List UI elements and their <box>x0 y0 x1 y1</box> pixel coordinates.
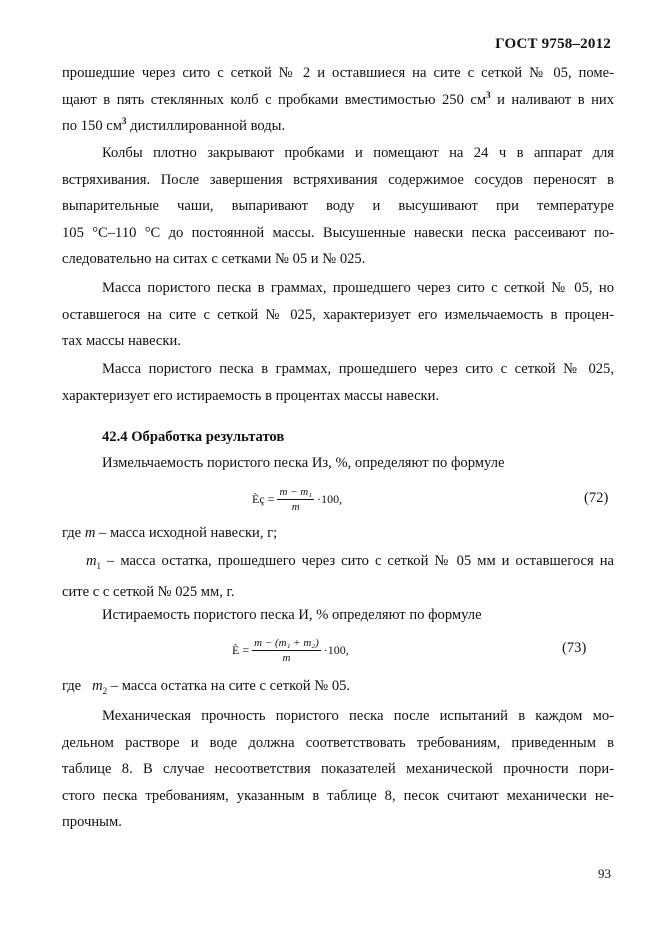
formula-denominator: m <box>291 501 300 513</box>
where-line-1: где m – масса исходной навески, г; <box>62 525 278 541</box>
text-line: щают в пять стеклянных колб с пробками вместимостью 250 $см^3$ и наливают в них <box>62 89 614 108</box>
paragraph-7 <box>62 703 614 836</box>
paragraph-1 <box>62 60 614 140</box>
text-line: 105 °С–110 °С до постоянной массы. Высушенные навески песка рассеивают по- <box>62 224 614 241</box>
text-line: следовательно на ситах с сетками № 05 и № 025. <box>62 251 366 267</box>
paragraph-4 <box>62 356 614 409</box>
paragraph-5: Измельчаемость пористого песка Из, %, определяют по формуле <box>102 455 505 471</box>
text-line: дельном растворе и воде должна соответствовать требованиям, приведенным в <box>62 734 614 751</box>
formula-lhs: È = <box>232 643 250 657</box>
formula-numerator: m − m₁ <box>279 486 313 498</box>
paragraph-3 <box>62 275 614 355</box>
text-line: Колбы плотно закрывают пробками и помещают на 24 ч в аппарат для <box>102 145 614 161</box>
where-line-2 <box>62 548 614 606</box>
formula-72 <box>252 486 342 513</box>
text-line: Масса пористого песка в граммах, прошедшего через сито с сеткой № 025, <box>102 361 614 377</box>
formula-rhs: ·100, <box>323 643 349 657</box>
text-line: стого песка требованиям, указанным в таблице 8, песок считают механически не- <box>62 787 614 804</box>
equation-number: (72) <box>584 490 609 506</box>
text-line: по 150 $см^3$ дистиллированной воды. <box>62 116 286 134</box>
text-line: прочным. <box>62 814 122 830</box>
paragraph-6: Истираемость пористого песка И, % определяют по формуле <box>102 607 482 623</box>
formula-numerator: m − (m₁ + m₂) <box>254 637 319 649</box>
where-line-3: где $m_2$ – масса остатка на сите с сеткой № 05. <box>62 678 351 696</box>
text-line: прошедшие через сито с сеткой № 2 и оставшиеся на сите с сеткой № 05, поме- <box>62 65 614 81</box>
equation-number: (73) <box>562 640 587 656</box>
document-header: ГОСТ 9758–2012 <box>495 36 611 52</box>
paragraph-2 <box>62 140 614 273</box>
text-line: сите с с сеткой № 025 мм, г. <box>62 584 235 601</box>
formula-fraction <box>252 637 321 664</box>
text-line: таблице 8. В случае несоответствия показателей механической прочности пори- <box>62 761 614 777</box>
text-line: встряхивания. После завершения встряхивания содержимое сосудов переносят в <box>62 171 614 188</box>
section-heading: 42.4 Обработка результатов <box>102 429 285 445</box>
formula-rhs: ·100, <box>317 492 343 506</box>
text-line: характеризует его истираемость в процентах массы навески. <box>62 387 440 404</box>
formula-73 <box>232 637 349 664</box>
formula-fraction <box>277 486 314 513</box>
text-line: Масса пористого песка в граммах, прошедшего через сито с сеткой № 05, но <box>102 280 614 296</box>
text-line: $m_1$ – масса остатка, прошедшего через сито с сеткой № 05 мм и оставшегося на <box>86 553 614 571</box>
text-line: оставшегося на сите с сеткой № 025, характеризует его измельчаемость в процен- <box>62 306 614 323</box>
formula-lhs: Èç = <box>252 492 275 506</box>
text-line: Механическая прочность пористого песка после испытаний в каждом мо- <box>102 708 614 724</box>
formula-denominator: m <box>282 652 291 664</box>
text-line: тах массы навески. <box>62 333 181 349</box>
page-number: 93 <box>598 866 611 881</box>
text-line: выпарительные чаши, выпаривают воду и высушивают при температуре <box>62 198 614 214</box>
